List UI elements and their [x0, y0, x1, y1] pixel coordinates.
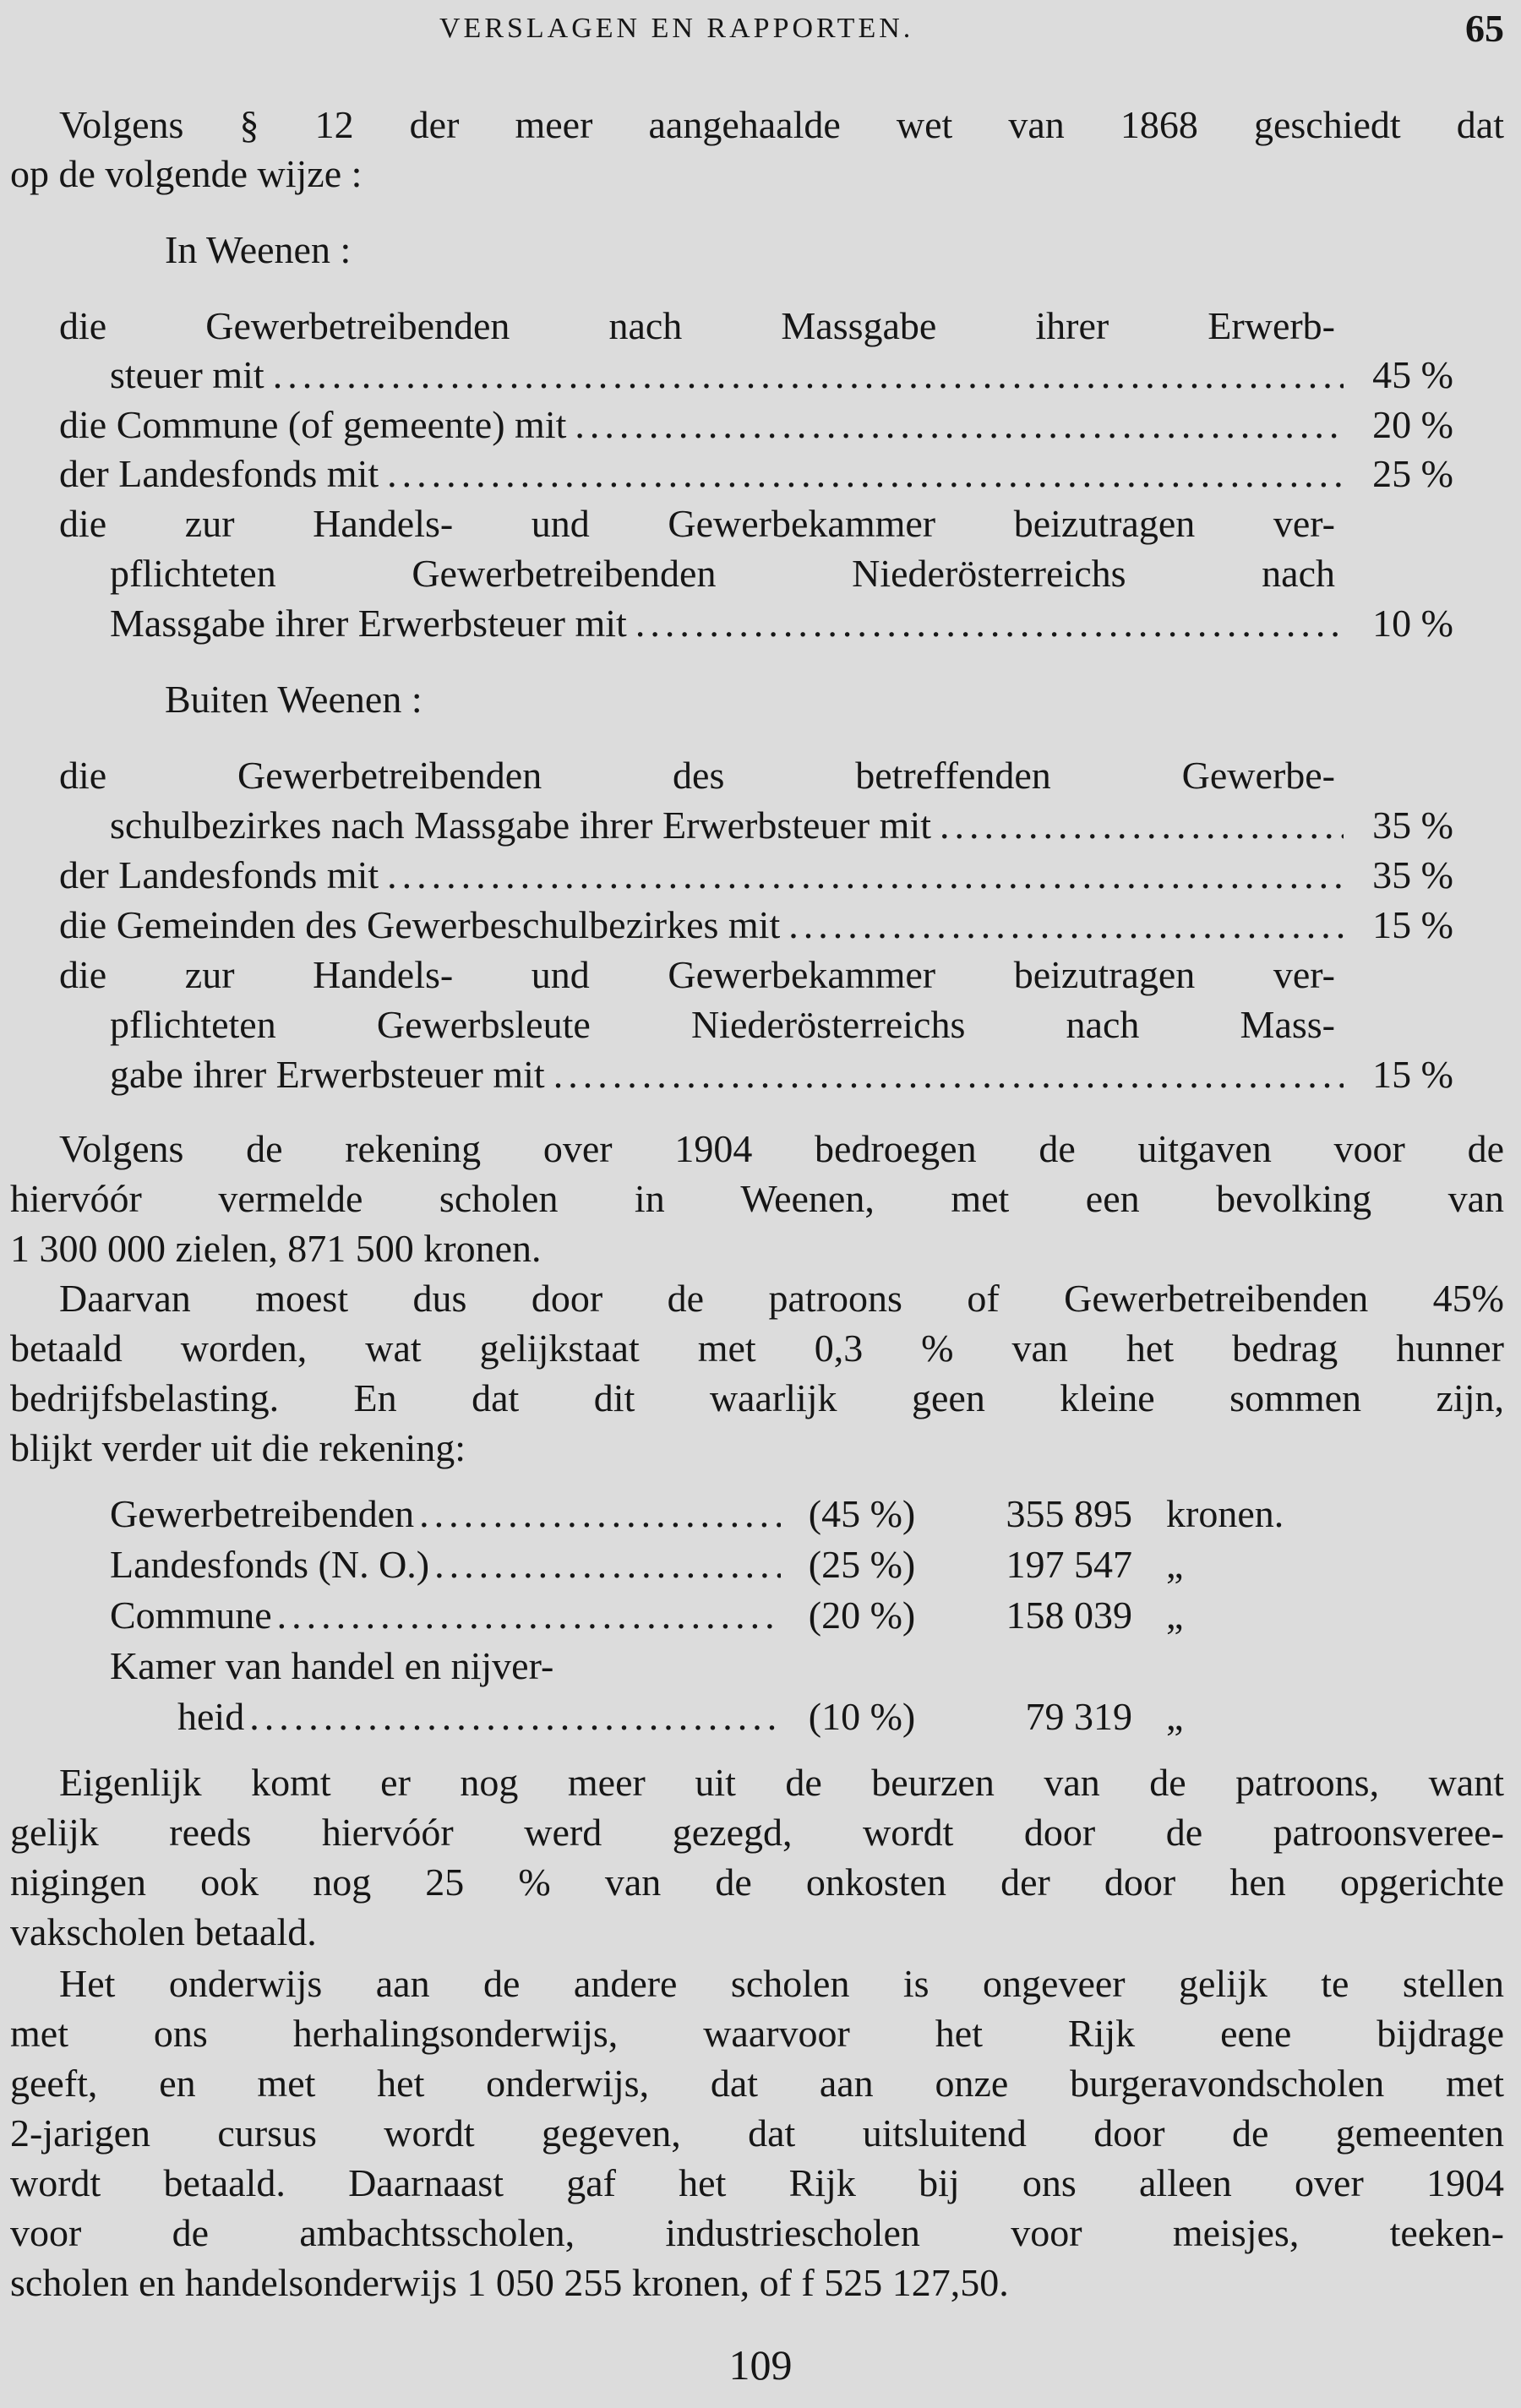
intro-line: op de volgende wijze : [10, 152, 363, 195]
row-text: gabe ihrer Erwerbsteuer mit [110, 1053, 545, 1096]
table-name: Commune [110, 1594, 272, 1637]
row-percent: 20 % [1372, 403, 1453, 446]
leader-dots [635, 600, 1344, 647]
row-percent: 10 % [1372, 602, 1453, 645]
paragraph-line: voor de ambachtsscholen, industriescholen voor meisjes, teeken- [10, 2211, 1504, 2254]
row-text: schulbezirkes nach Massgabe ihrer Erwerbsteuer mit [110, 804, 932, 847]
contribution-table [110, 1489, 1420, 1742]
table-name: Landesfonds (N. O.) [110, 1543, 430, 1586]
leader-dots [553, 1051, 1344, 1098]
running-title: VERSLAGEN EN RAPPORTEN. [439, 13, 914, 44]
wien-row-20 [59, 401, 1453, 449]
paragraph-line: 2-jarigen cursus wordt gegeven, dat uitsluitend door de gemeenten [10, 2111, 1504, 2155]
paragraph-line: blijkt verder uit die rekening: [10, 1426, 466, 1469]
wien-line: pflichteten Gewerbetreibenden Niederösterreichs nach [110, 552, 1335, 595]
signature-number: 109 [728, 2341, 793, 2389]
page-header [439, 5, 1504, 52]
table-percent: (45 %) [808, 1492, 916, 1535]
buiten-row-35a [110, 802, 1453, 849]
paragraph-line: scholen en handelsonderwijs 1 050 255 kronen, of f 525 127,50. [10, 2261, 1009, 2304]
row-text: der Landesfonds mit [59, 853, 379, 896]
paragraph-line: betaald worden, wat gelijkstaat met 0,3 % van het bedrag hunner [10, 1327, 1504, 1370]
wien-row-10 [110, 600, 1453, 647]
leader-dots [277, 1590, 781, 1641]
table-unit: „ [1166, 1543, 1184, 1586]
wien-row-25 [59, 450, 1453, 498]
table-row [110, 1539, 1420, 1590]
leader-dots [387, 852, 1344, 899]
table-name: heid [177, 1695, 245, 1738]
paragraph-line: geeft, en met het onderwijs, dat aan onze burgeravondscholen met [10, 2062, 1504, 2105]
section-heading-wien: In Weenen : [165, 228, 352, 271]
row-text: der Landesfonds mit [59, 452, 379, 495]
buiten-row-15b [110, 1051, 1453, 1098]
paragraph-line: nigingen ook nog 25 % van de onkosten der door hen opgerichte [10, 1860, 1504, 1904]
paragraph-line: Het onderwijs aan de andere scholen is ongeveer gelijk te stellen [59, 1962, 1504, 2005]
buiten-row-35b [59, 852, 1453, 899]
wien-line: die Gewerbetreibenden nach Massgabe ihrer Erwerb- [59, 304, 1335, 347]
leader-dots [940, 802, 1344, 849]
row-percent: 15 % [1372, 903, 1453, 946]
leader-dots [387, 450, 1344, 498]
table-amount: 158 039 [1006, 1594, 1132, 1637]
table-percent: (20 %) [808, 1594, 916, 1637]
table-unit: kronen. [1166, 1492, 1284, 1535]
buiten-line: pflichteten Gewerbsleute Niederösterreichs nach Mass- [110, 1003, 1335, 1046]
row-percent: 15 % [1372, 1053, 1453, 1096]
row-text: Massgabe ihrer Erwerbsteuer mit [110, 602, 627, 645]
row-percent: 45 % [1372, 353, 1453, 396]
row-percent: 35 % [1372, 804, 1453, 847]
leader-dots [273, 351, 1344, 399]
paragraph-line: Volgens de rekening over 1904 bedroegen de uitgaven voor de [59, 1127, 1504, 1170]
table-percent: (10 %) [808, 1695, 916, 1738]
paragraph-line: gelijk reeds hiervóór werd gezegd, wordt door de patroonsveree- [10, 1811, 1504, 1854]
intro-line: Volgens § 12 der meer aangehaalde wet van 1868 geschiedt dat [59, 103, 1504, 146]
row-text: die Gemeinden des Gewerbeschulbezirkes mit [59, 903, 781, 946]
row-percent: 35 % [1372, 853, 1453, 896]
buiten-line: die zur Handels- und Gewerbekammer beizutragen ver- [59, 953, 1335, 996]
leader-dots [419, 1489, 781, 1539]
paragraph-line: Daarvan moest dus door de patroons of Gewerbetreibenden 45% [59, 1277, 1504, 1320]
table-row [110, 1489, 1420, 1539]
buiten-row-15a [59, 902, 1453, 949]
page-number: 65 [1465, 7, 1504, 50]
table-amount: 197 547 [1006, 1543, 1132, 1586]
table-percent: (25 %) [808, 1543, 916, 1586]
leader-dots [575, 401, 1344, 449]
table-amount: 355 895 [1006, 1492, 1132, 1535]
leader-dots [249, 1692, 781, 1742]
table-unit: „ [1166, 1695, 1184, 1738]
table-name: Gewerbetreibenden [110, 1492, 415, 1535]
row-text: steuer mit [110, 353, 264, 396]
leader-dots [788, 902, 1344, 949]
table-name-line1: Kamer van handel en nijver- [110, 1644, 554, 1687]
paragraph-line: vakscholen betaald. [10, 1910, 317, 1953]
table-unit: „ [1166, 1594, 1184, 1637]
paragraph-line: 1 300 000 zielen, 871 500 kronen. [10, 1227, 542, 1270]
paragraph-line: Eigenlijk komt er nog meer uit de beurzen van de patroons, want [59, 1761, 1504, 1804]
paragraph-line: wordt betaald. Daarnaast gaf het Rijk bij ons alleen over 1904 [10, 2161, 1504, 2204]
paragraph-line: bedrijfsbelasting. En dat dit waarlijk geen kleine sommen zijn, [10, 1376, 1504, 1419]
table-row [110, 1590, 1420, 1641]
table-row [110, 1641, 1420, 1692]
row-percent: 25 % [1372, 452, 1453, 495]
wien-row-45 [110, 351, 1453, 399]
paragraph-line: hiervóór vermelde scholen in Weenen, met een bevolking van [10, 1177, 1504, 1220]
wien-line: die zur Handels- und Gewerbekammer beizutragen ver- [59, 502, 1335, 545]
row-text: die Commune (of gemeente) mit [59, 403, 567, 446]
table-amount: 79 319 [1025, 1695, 1132, 1738]
leader-dots [434, 1539, 781, 1590]
table-row [110, 1692, 1420, 1742]
section-heading-buiten: Buiten Weenen : [165, 678, 422, 721]
buiten-line: die Gewerbetreibenden des betreffenden Gewerbe- [59, 754, 1335, 797]
paragraph-line: met ons herhalingsonderwijs, waarvoor het Rijk eene bijdrage [10, 2012, 1504, 2055]
